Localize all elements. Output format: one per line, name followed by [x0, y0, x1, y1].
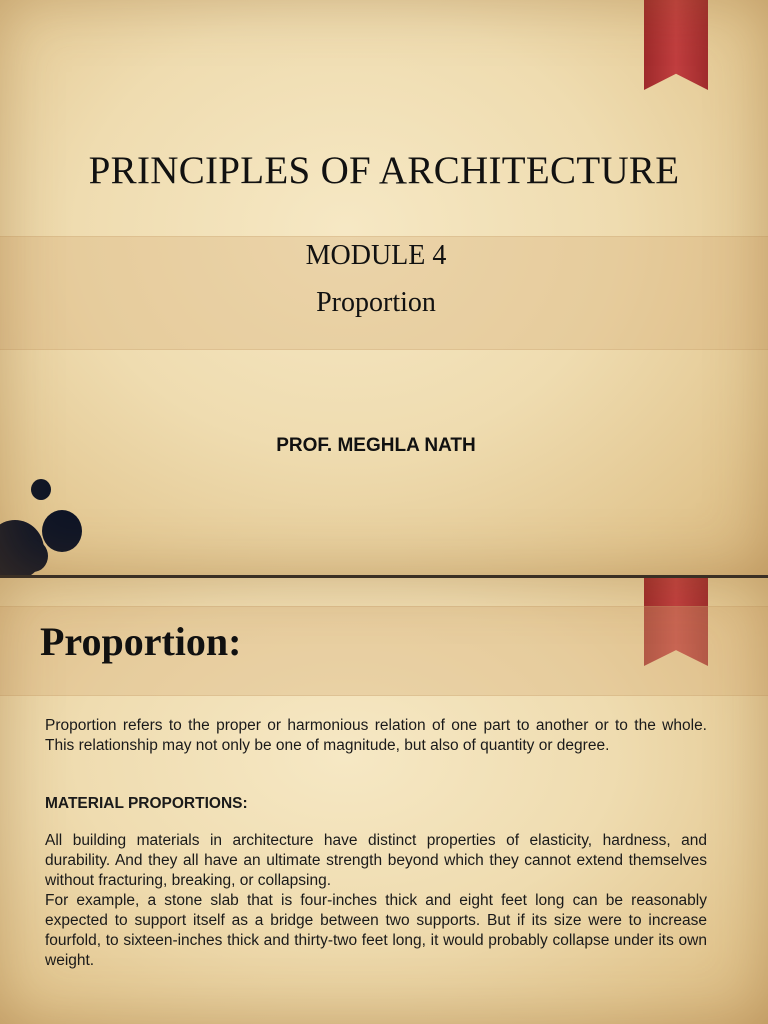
module-label: MODULE 4 — [305, 240, 447, 271]
slide-heading: Proportion: — [40, 619, 242, 664]
section-heading: MATERIAL PROPORTIONS: — [45, 795, 248, 812]
slide-subtitle: Proportion — [316, 287, 436, 318]
slide-title: PRINCIPLES OF ARCHITECTURE — [88, 149, 680, 192]
example-paragraph: For example, a stone slab that is four-inches thick and eight feet long can be reasonably expected to support itself as a bridge between two supports. But if its size were to increase fourfold, to sixteen-inches thick and thirty-two feet long, it would probably collapse under its own weight. — [45, 892, 707, 969]
author-name: PROF. MEGHLA NATH — [276, 435, 476, 456]
definition-paragraph: Proportion refers to the proper or harmonious relation of one part to another or to the whole. This relationship may not only be one of magnitude, but also of quantity or degree. — [45, 717, 707, 754]
content-slide — [0, 578, 768, 1024]
bookmark-ribbon-decoration — [644, 0, 708, 90]
material-paragraph: All building materials in architecture have distinct properties of elasticity, hardness, and durability. And they all have an ultimate strength beyond which they cannot extend themselves without fracturing, breaking, or collapsing. — [45, 832, 707, 889]
